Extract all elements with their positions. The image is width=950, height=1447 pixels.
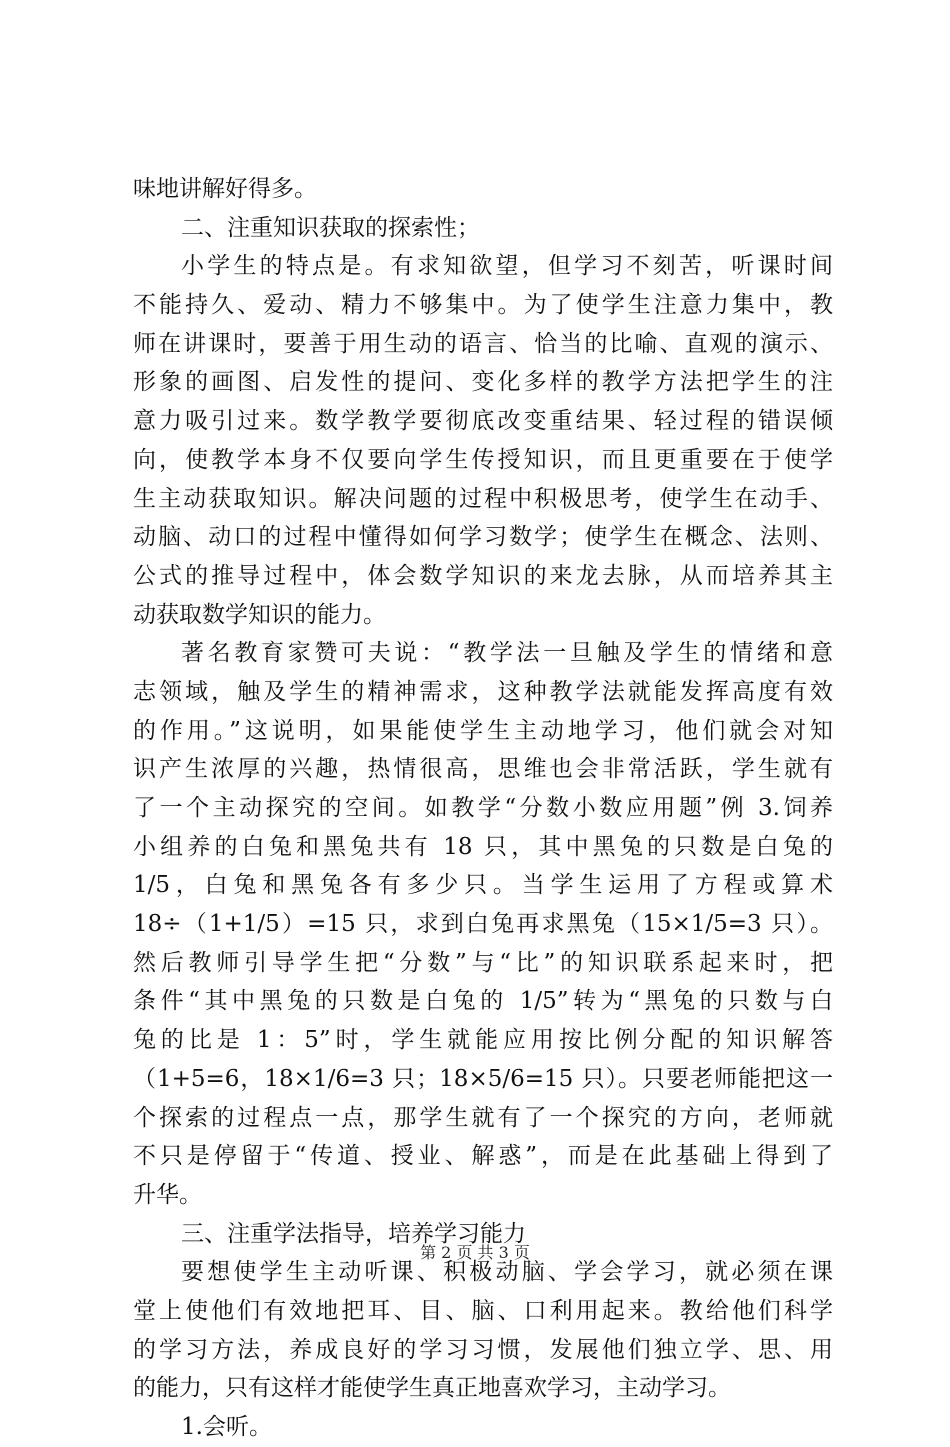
paragraph-line: 小学生的特点是。有求知欲望，但学习不刻苦，听课时间 — [181, 253, 833, 280]
paragraph-line: 不只是停留于“传道、授业、解惑”，而是在此基础上得到了 — [133, 1143, 833, 1170]
paragraph-line: 条件“其中黑兔的只数是白兔的 1/5”转为“黑兔的只数与白 — [133, 988, 833, 1015]
paragraph-line: 堂上使他们有效地把耳、目、脑、口利用起来。教给他们科学 — [133, 1297, 833, 1324]
paragraph-line: 不能持久、爱动、精力不够集中。为了使学生注意力集中，教 — [133, 292, 833, 319]
paragraph-line: 然后教师引导学生把“分数”与“比”的知识联系起来时，把 — [133, 949, 833, 976]
list-item: 1.会听。 — [181, 1414, 272, 1440]
paragraph-line: 意力吸引过来。数学教学要彻底改变重结果、轻过程的错误倾 — [133, 408, 833, 435]
paragraph-line: 的学习方法，养成良好的学习习惯，发展他们独立学、思、用 — [133, 1336, 833, 1363]
paragraph-line: 1/5，白兔和黑兔各有多少只。当学生运用了方程或算术 — [133, 872, 833, 899]
section-heading: 二、注重知识获取的探索性； — [181, 214, 480, 241]
section-heading: 三、注重学法指导，培养学习能力 — [181, 1220, 526, 1247]
paragraph-line: 生主动获取知识。解决问题的过程中积极思考，使学生在动手、 — [133, 485, 833, 512]
paragraph-line: 小组养的白兔和黑兔共有 18 只，其中黑兔的只数是白兔的 — [133, 833, 833, 860]
paragraph-line: （1+5=6，18×1/6=3 只；18×5/6=15 只）。只要老师能把这一 — [133, 1065, 833, 1092]
paragraph-line: 的作用。”这说明，如果能使学生主动地学习，他们就会对知 — [133, 717, 833, 744]
paragraph-line: 升华。 — [133, 1181, 202, 1208]
paragraph-line: 志领域，触及学生的精神需求，这种教学法就能发挥高度有效 — [133, 678, 833, 705]
page-footer: 第 2 页 共 3 页 — [420, 1243, 530, 1262]
text-line: 味地讲解好得多。 — [133, 176, 317, 202]
paragraph-line: 的能力，只有这样才能使学生真正地喜欢学习，主动学习。 — [133, 1375, 731, 1402]
paragraph-line: 动获取数学知识的能力。 — [133, 601, 386, 628]
paragraph-line: 兔的比是 1：5”时，学生就能应用按比例分配的知识解答 — [133, 1027, 833, 1054]
paragraph-line: 了一个主动探究的空间。如教学“分数小数应用题”例 3.饲养 — [133, 795, 833, 821]
paragraph-line: 要想使学生主动听课、积极动脑、学会学习，就必须在课 — [181, 1259, 833, 1286]
paragraph-line: 个探索的过程点一点，那学生就有了一个探究的方向，老师就 — [133, 1104, 833, 1131]
paragraph-line: 形象的画图、启发性的提问、变化多样的教学方法把学生的注 — [133, 369, 833, 396]
paragraph-line: 18÷（1+1/5）=15 只，求到白兔再求黑兔（15×1/5=3 只）。 — [133, 911, 833, 938]
paragraph-line: 识产生浓厚的兴趣，热情很高，思维也会非常活跃，学生就有 — [133, 756, 833, 783]
paragraph-line: 公式的推导过程中，体会数学知识的来龙去脉，从而培养其主 — [133, 562, 833, 589]
paragraph-line: 著名教育家赞可夫说：“教学法一旦触及学生的情绪和意 — [181, 640, 833, 667]
paragraph-line: 师在讲课时，要善于用生动的语言、恰当的比喻、直观的演示、 — [133, 330, 833, 357]
paragraph-line: 向，使教学本身不仅要向学生传授知识，而且更重要在于使学 — [133, 446, 833, 473]
paragraph-line: 动脑、动口的过程中懂得如何学习数学；使学生在概念、法则、 — [133, 524, 833, 551]
